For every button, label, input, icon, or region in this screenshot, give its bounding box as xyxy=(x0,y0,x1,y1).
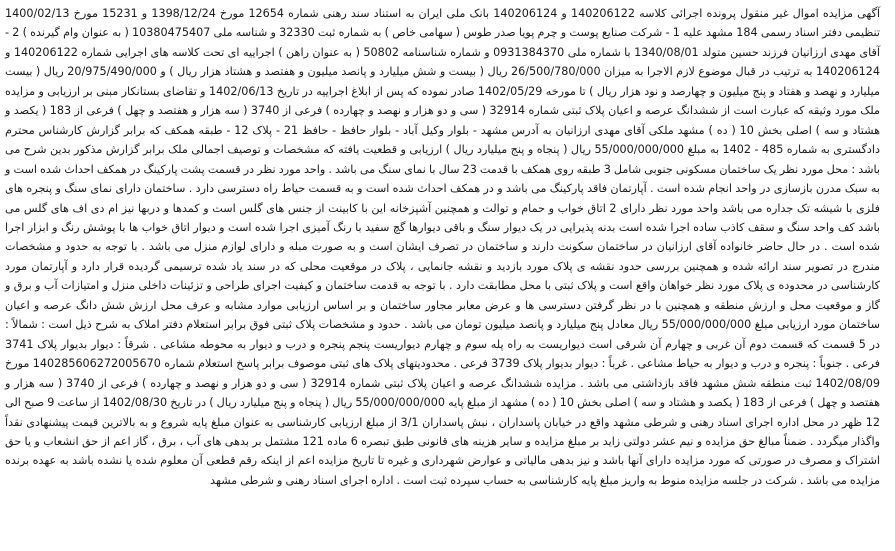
auction-notice-text: آگهی مزایده اموال غیر منقول پرونده اجرائی کلاسه 140206122 و 140206124 بانک ملی ایران به استناد سند رهنی شماره 12654 مورخ 1398/12/24 و 15231 مورخ 1400/02/13 تنظیمی دفتر اسناد رسمی 184 مشهد علیه 1 - شرکت صنایع پوست و چرم پویا صدر طوس ( سهامی خاص ) به شماره ثبت 32330 و شناسه ملی 10380475407 ( به عنوان وام گیرنده ) 2 - آقای مهدی ارزانیان فرزند حسین متولد 1340/08/01 با شماره ملی 0931384370 و شماره شناسنامه 50802 ( به عنوان راهن ) اجراییه ای تحت کلاسه های اجرایی شماره 140206122 و 140206124 به ترتیب در قبال موضوع لازم الاجرا به میزان 26/500/780/000 ریال ( بیست و شش میلیارد و پانصد میلیون و هفتصد و هشتاد هزار ریال ) و 20/975/490/000 ریال ( بیست میلیارد و نهصد و هفتاد و پنج میلیون و چهارصد و نود هزار ریال ) تا مورخه 1402/05/29 صادر نموده که پس از ابلاغ اجراییه در تاریخ 1402/06/13 و تقاضای بستانکار مبنی بر ارزیابی و مزایده ملک مورد وثیقه که عبارت است از ششدانگ عرصه و اعیان پلاک ثبتی شماره 32914 ( سی و دو هزار و نهصد و چهارده ) فرعی از 3740 ( سه هزار و هفتصد و چهل ) فرعی از 183 ( یکصد و هشتاد و سه ) اصلی بخش 10 ( ده ) مشهد ملکی آقای مهدی ارزانیان به آدرس مشهد - بلوار وکیل آباد - بلوار حافظ - حافظ 21 - پلاک 12 - طبقه همکف که برابر گزارش کارشناس محترم دادگستری به شماره 485 - 1402 به مبلغ 55/000/000/000 ریال ( پنجاه و پنج میلیارد ریال ) ارزیابی و قطعیت یافته که مشخصات و توصیف اجمالی ملک برابر گزارش مذکور بدین شرح می باشد : محل مورد نظر یک ساختمان مسکونی جنوبی شامل 3 طبقه روی همکف با قدمت 23 سال با نمای سنگ می باشد . واحد مورد نظر در قسمت پشت پارکینگ در همکف احداث شده است و به سبک مدرن بازسازی در واحد انجام شده است . آپارتمان فاقد پارکینگ می باشد و در همکف احداث شده است و به قسمت حیاط راه دسترسی دارد . ساختمان دارای نمای سنگ و پنجره های فلزی با شیشه تک جداره می باشد واحد مورد نظر دارای 2 اتاق خواب و حمام و توالت و همچنین آشپزخانه این با کابینت از جنس های گلس است و کمدها و دربها نیز ام دی اف های گلس می باشد کف واحد سنگ و سقف کاذب ساده اجرا شده است بدنه پذیرایی در یک دیوار سنگ و باقی دیوارها گچ سفید با رنگ آمیزی اجرا شده است و دیوار اتاق خواب ها با پوشش رنگ و ابزار اجرا شده است . در حال حاضر خانواده آقای ارزانیان در ساختمان سکونت دارند و ساختمان در تصرف ایشان است و به صورت مبله و دارای لوازم منزل می باشد . با توجه به حدود و مشخصات مندرج در تصویر سند ارائه شده و همچنین بررسی حدود نقشه ی پلاک مورد بازدید و نقشه جانمایی ، پلاک در موقعیت محلی که در سند یاد شده ترسیمی گردیده قرار دارد و آپارتمان مورد کارشناسی در محدوده ی پلاک مورد نظر خواهان واقع است و پلاک ثبتی با محل مطابقت دارد . با توجه به قدمت ساختمان و کیفیت اجرای طراحی و تزئینات داخلی منزل و امتیازات آب و برق و گاز و موقعیت محل و ارزش منطقه و همچنین با در نظر گرفتن دسترسی ها و عرض معابر مجاور ساختمان و بر اساس ارزیابی موارد مشابه و عرف محل ارزش شش دانگ عرصه و اعیان ساختمان مورد ارزیابی مبلغ 55/000/000/000 ریال معادل پنج میلیارد و پانصد میلیون تومان می باشد . حدود و مشخصات پلاک ثبتی فوق برابر استعلام دفتر املاک به شرح ذیل است : شمالاً : در 5 قسمت که قسمت دوم آن غربی و چهارم آن شرقی است دیواریست به راه پله سوم و چهارم دیواریست پنجم پنجره و درب و دیوار به محوطه مشاعی . شرقاً : دیوار بدیوار پلاک 3741 فرعی . جنوباً : پنجره و درب و دیوار به حیاط مشاعی . غرباً : دیوار بدیوار پلاک 3739 فرعی . محدودیتهای پلاک های ثبتی موصوف برابر پاسخ استعلام شماره 140285606272005670 مورخ 1402/08/09 ثبت منطقه شش مشهد فاقد بازداشتی می باشد . مزایده ششدانگ عرصه و اعیان پلاک ثبتی شماره 32914 ( سی و دو هزار و نهصد و چهارده ) فرعی از 3740 ( سه هزار و هفتصد و چهل ) فرعی از 183 ( یکصد و هشتاد و سه ) اصلی بخش 10 ( ده ) مشهد از مبلغ پایه 55/000/000/000 ریال ( پنجاه و پنج میلیارد ریال ) در تاریخ 1402/08/30 از ساعت 9 صبح الی 12 ظهر در محل اداره اجرای اسناد رهنی و شرطی مشهد واقع در خیابان پاسداران ، نبش پاسداران 3/1 از مبلغ ارزیابی کارشناسی به عنوان مبلغ پایه شروع و به بالاترین قیمت پیشنهادی نقداً واگذار میگردد . ضمناً مبالغ حق مزایده و نیم عشر دولتی زاید بر مبلغ مزایده و سایر هزینه های قانونی طبق تبصره 6 ماده 121 مشتمل بر بدهی های آب ، برق ، گاز اعم از حق انشعاب و یا حق اشتراک و مصرف در صورتی که مورد مزایده دارای آنها باشد و نیز بدهی مالیاتی و عوارض شهرداری و غیره تا تاریخ مزایده اعم از اینکه رقم قطعی آن معلوم شده یا نشده باشد به عهده برنده مزایده می باشد . شرکت در جلسه مزایده منوط به واریز مبلغ پایه کارشناسی به حساب سپرده ثبت است . اداره اجرای اسناد رهنی و شرطی مشهد xyxy=(5,7,881,487)
